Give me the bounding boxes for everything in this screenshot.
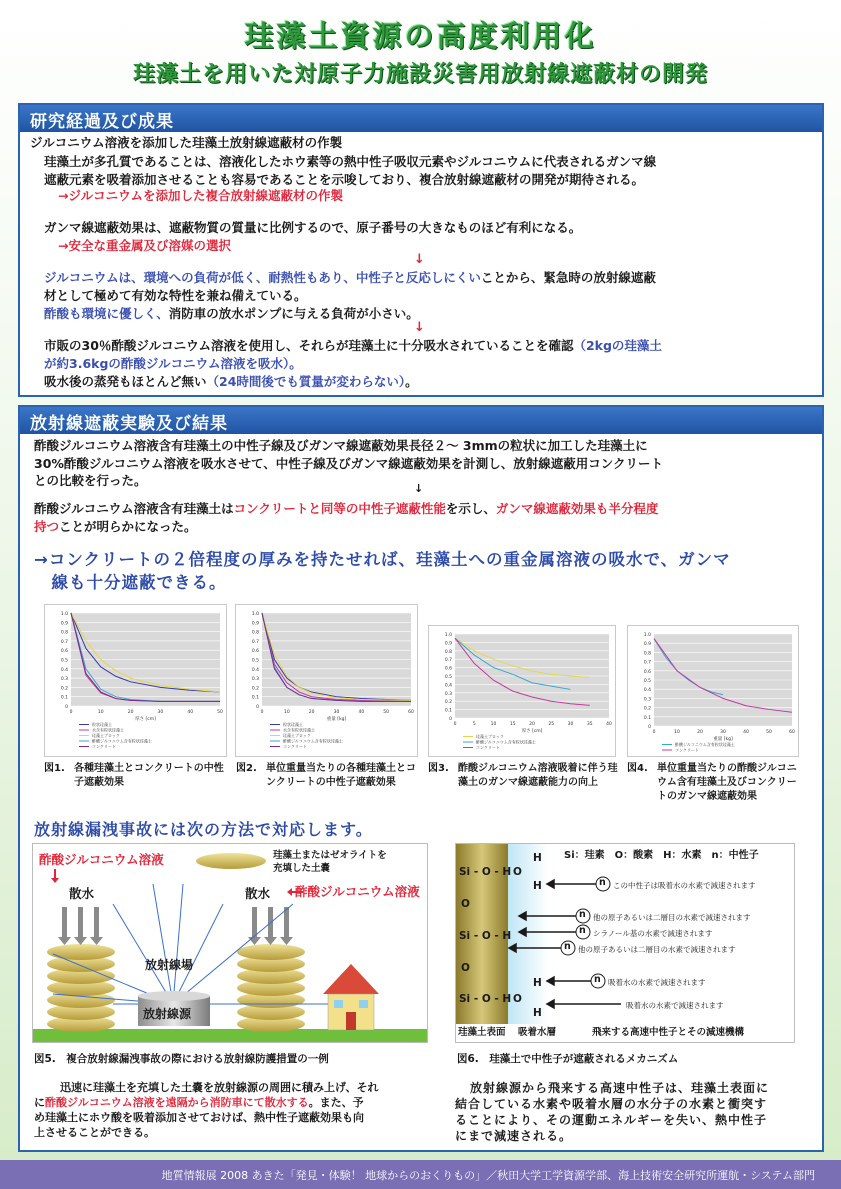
fig5-water-left: 散水: [69, 886, 95, 901]
fig5-illustration: [32, 843, 428, 1043]
y-tick-label: 0.6: [60, 649, 68, 655]
y-tick-label: 0.9: [251, 621, 259, 627]
x-tick-label: 30: [333, 710, 340, 715]
s1-line7: [44, 269, 656, 286]
house-icon: [323, 964, 379, 1030]
legend-label: 珪藻土ブロック: [476, 734, 504, 739]
sandbag-stack-left: [47, 944, 115, 1032]
chart-fig3-svg: [429, 626, 617, 758]
y-tick-label: 0.8: [60, 630, 68, 636]
si-oh-1: Si - O - H: [459, 866, 512, 878]
neutron-label-2: n: [579, 909, 586, 920]
x-tick-label: 15: [509, 722, 516, 727]
s2-line3: との比較を行った。: [34, 473, 147, 488]
y-tick-label: 0.5: [251, 658, 259, 664]
chart-fig2: [235, 604, 418, 757]
page-subtitle: 珪藻土を用いた対原子力施設災害用放射線遮蔽材の開発: [132, 62, 708, 87]
s1-line12: [44, 373, 418, 390]
fig6-label-neutron: 飛来する高速中性子とその減速機構: [592, 1027, 745, 1038]
chart-fig4-svg: [628, 626, 800, 758]
fig3-num: 図3.: [428, 763, 449, 774]
legend-label: コンクリート: [92, 744, 116, 749]
y-tick-label: 0.1: [60, 695, 68, 701]
y-tick-label: 0.7: [444, 658, 452, 664]
s2-line5a: 持つ: [34, 519, 60, 534]
s1-line3: 遮蔽元素を吸着添加させることも容易であることを示唆しており、複合放射線遮蔽材の開発が期待される。: [44, 172, 645, 187]
water-arrows-right: [248, 907, 293, 945]
x-tick-label: 30: [720, 730, 726, 735]
fig4-text: 単位重量当たりの酢酸ジルコニウム含有珪藻土及びコンクリートのガンマ線遮蔽効果: [657, 763, 797, 802]
y-tick-label: 0.3: [643, 697, 651, 703]
chart-fig3: [428, 625, 616, 757]
fig6-ann5: 吸着水の水素で減速されます: [608, 978, 706, 987]
x-tick-label: 60: [408, 710, 414, 715]
bottom-right-line3: ることにより、その運動エネルギーを失い、熱中性子: [455, 1113, 768, 1127]
bottom-right-line4: にまで減速される。: [455, 1129, 573, 1143]
neutron-label-3: n: [579, 925, 586, 936]
fig5-label-left: 酢酸ジルコニウム溶液: [39, 852, 164, 867]
fig6-ann2: 他の原子あるいは二層目の水素で減速されます: [593, 913, 751, 922]
fig5-legend-line2: 充填した土嚢: [273, 863, 331, 874]
bottom-left-line2b: 酢酸ジルコニウム溶液を遠隔から消防車にて散水する: [45, 1096, 309, 1109]
s1-line6: →安全な重金属及び溶媒の選択: [58, 238, 231, 253]
s1-line9: [44, 305, 419, 322]
legend-label: コンクリート: [283, 744, 307, 749]
s1-line8: 材として極めて有効な特性を兼ね備えている。: [44, 288, 307, 303]
x-tick-label: 20: [529, 722, 535, 727]
s2-line4d: ガンマ線遮蔽効果も半分程度: [495, 501, 659, 516]
fig1-text: 各種珪藻土とコンクリートの中性子遮蔽効果: [74, 763, 224, 788]
y-tick-label: 0.7: [643, 660, 651, 666]
y-tick-label: 0.1: [643, 715, 651, 721]
s1-arrow1: ↓: [414, 252, 425, 267]
y-tick-label: 0.1: [444, 708, 452, 714]
fig2-num: 図2.: [236, 763, 257, 774]
x-tick-label: 40: [187, 710, 194, 715]
chart-fig1: [44, 604, 227, 757]
fig6-caption: 図6. 珪藻土で中性子が遮蔽されるメカニズム: [457, 1053, 679, 1065]
legend-label: 粒状珪藻土: [283, 722, 303, 727]
fig6-label-surface: 珪藻土表面: [458, 1027, 506, 1038]
x-tick-label: 0: [69, 710, 73, 715]
s2-line1: 酢酸ジルコニウム溶液含有珪藻土の中性子線及びガンマ線遮蔽効果長径２～ 3mmの粒状に加工した珪藻土に: [34, 438, 648, 453]
y-tick-label: 0.7: [251, 639, 259, 645]
y-tick-label: 0.3: [60, 677, 68, 683]
s2-line4: [34, 500, 658, 517]
s2-arrow: ↓: [414, 482, 424, 495]
oxygen-2: O: [461, 962, 470, 974]
water-o-1: O: [513, 866, 522, 878]
x-tick-label: 30: [157, 710, 164, 715]
neutron-label-1: n: [599, 877, 606, 888]
bottom-right-line2: 結合している水素や吸着水層の水分子の水素と衝突す: [455, 1097, 768, 1111]
section-heading: 研究経過及び成果: [20, 105, 822, 132]
water-h-4: H: [533, 1007, 542, 1019]
fig6-illustration: [455, 843, 795, 1043]
x-tick-label: 35: [586, 722, 593, 727]
legend-label: 珪藻土ブロック: [283, 733, 311, 738]
y-tick-label: 0.9: [60, 621, 68, 627]
fig6-label-water: 吸着水層: [518, 1027, 557, 1038]
y-tick-label: 0.4: [643, 688, 651, 694]
y-tick-label: 0: [256, 705, 259, 710]
s1-line10: [44, 337, 662, 354]
x-tick-label: 10: [97, 710, 104, 715]
bottom-left-line2: [34, 1095, 364, 1110]
fig3-caption: [428, 762, 618, 790]
neutron-label-5: n: [594, 974, 601, 985]
y-tick-label: 0.9: [643, 642, 651, 648]
water-h-3: H: [533, 977, 542, 989]
x-tick-label: 0: [260, 710, 264, 715]
s1-line10b: （2kgの珪藻土: [573, 338, 662, 353]
x-tick-label: 60: [789, 730, 795, 735]
y-tick-label: 1.0: [60, 612, 68, 617]
fig6-ann4: 他の原子あるいは二層目の水素で減速されます: [578, 945, 736, 954]
y-tick-label: 0.7: [60, 639, 68, 645]
y-tick-label: 1.0: [251, 612, 259, 617]
x-axis-label: 重量 [kg]: [326, 717, 347, 722]
fig5-label-right: 酢酸ジルコニウム溶液: [295, 884, 420, 899]
s1-line7b: ことから、緊急時の放射線遮蔽: [480, 270, 656, 285]
x-tick-label: 40: [358, 710, 365, 715]
legend-label: 酢酸ジルコニウム含有粒状珪藻土: [476, 739, 536, 745]
legend-label: コンクリート: [675, 747, 699, 753]
legend-label: コンクリート: [476, 745, 500, 750]
bottom-left-line1: 迅速に珪藻土を充填した土嚢を放射線源の周囲に積み上げ、それ: [60, 1081, 379, 1094]
chart-fig1-svg: [45, 605, 228, 758]
x-tick-label: 10: [490, 722, 497, 727]
s2-line4b: コンクリートと同等の中性子遮蔽性能: [233, 501, 446, 516]
fig1-num: 図1.: [44, 763, 65, 774]
si-oh-2: Si - O - H: [459, 930, 512, 942]
chart-fig2-svg: [236, 605, 419, 758]
legend-label: 酢酸ジルコニウム含有粒状珪藻土: [675, 742, 735, 747]
fig3-text: 酢酸ジルコニウム溶液吸着に伴う珪藻土のガンマ線遮蔽能力の向上: [458, 763, 618, 788]
y-tick-label: 0.6: [643, 669, 651, 675]
water-o-2: O: [513, 993, 522, 1005]
y-tick-label: 0.6: [251, 649, 259, 655]
y-tick-label: 0.4: [251, 667, 259, 673]
x-tick-label: 20: [308, 710, 315, 715]
conclusion-line1: →コンクリートの２倍程度の厚みを持たせれば、珪藻土への重金属溶液の吸水で、ガンマ: [34, 550, 731, 569]
y-tick-label: 0.3: [251, 677, 259, 683]
y-tick-label: 1.0: [643, 633, 651, 638]
y-tick-label: 0: [648, 725, 651, 730]
y-tick-label: 0.5: [444, 675, 452, 680]
s1-line1: ジルコニウム溶液を添加した珪藻土放射線遮蔽材の作製: [30, 135, 343, 150]
footer: 地質情報展 2008 あきた「発見・体験！ 地球からのおくりもの」／秋田大学工学資源学部、海上技術安全研究所運航・システム部門: [0, 1160, 841, 1189]
fig6-ann3: シラノール基の水素で減速されます: [593, 929, 713, 938]
x-axis-label: 厚さ [cm]: [521, 729, 543, 734]
x-tick-label: 20: [697, 730, 703, 735]
x-tick-label: 50: [383, 710, 390, 715]
si-oh-3: Si - O - H: [459, 993, 512, 1005]
y-tick-label: 0.6: [444, 666, 452, 672]
s2-line5: [34, 518, 197, 535]
legend-label: 粒状珪藻土: [92, 722, 112, 727]
sandbag-stack-right: [237, 944, 305, 1032]
x-tick-label: 25: [548, 722, 555, 727]
y-tick-label: 0.2: [251, 686, 259, 692]
x-axis-label: 重量 [kg]: [713, 737, 733, 742]
y-tick-label: 1.0: [444, 633, 452, 638]
y-tick-label: 0: [65, 705, 68, 710]
s1-line7a: ジルコニウムは、環境への負荷が低く、耐熱性もあり、中性子と反応しにくい: [44, 270, 481, 285]
bottom-left-line2c: 。また、予: [308, 1096, 364, 1109]
fig5-field-label: 放射線場: [145, 958, 194, 972]
y-tick-label: 0.2: [60, 686, 68, 692]
x-tick-label: 40: [606, 722, 612, 727]
legend-label: 珪藻土ブロック: [92, 733, 120, 738]
y-tick-label: 0.8: [251, 630, 259, 636]
legend-label: 酢酸ジルコニウム含有粒状珪藻土: [283, 738, 343, 744]
section-heading-2: 放射線遮蔽実験及び結果: [20, 407, 822, 434]
bottom-left-line3: め珪藻土にホウ酸を吸着添加させておけば、熱中性子遮蔽効果も向: [34, 1111, 364, 1124]
y-tick-label: 0.4: [444, 683, 452, 689]
y-tick-label: 0.8: [643, 651, 651, 657]
response-heading: 放射線漏洩事故には次の方法で対応します。: [34, 820, 373, 839]
x-tick-label: 5: [472, 722, 476, 727]
s2-line5b: ことが明らかになった。: [59, 519, 197, 534]
s1-line5: ガンマ線遮蔽効果は、遮蔽物質の質量に比例するので、原子番号の大きなものほど有利になる。: [44, 220, 582, 235]
fig5-legend-line1: 珪藻土またはゼオライトを: [273, 850, 387, 861]
water-arrows-left: [58, 907, 103, 945]
x-tick-label: 10: [283, 710, 290, 715]
s1-line12c: 。: [405, 374, 418, 389]
fig2-caption: [236, 762, 421, 790]
s1-line9a: 酢酸も環境に優しく、: [44, 306, 169, 321]
y-tick-label: 0: [449, 717, 452, 722]
fig6-legend: Si：珪素 O：酸素 H：水素 n：中性子: [564, 850, 759, 861]
fig4-caption: [627, 762, 802, 804]
fig6-ann6: 吸着水の水素で減速されます: [626, 1001, 724, 1010]
legend-label: 水含有粒状珪藻土: [283, 727, 315, 733]
s2-line4a: 酢酸ジルコニウム溶液含有珪藻土は: [34, 501, 234, 516]
fig5-source-label: 放射線源: [143, 1007, 192, 1021]
s1-line4: →ジルコニウムを添加した複合放射線遮蔽材の作製: [58, 188, 344, 203]
legend-sandbag-icon: [196, 853, 266, 869]
s1-line12a: 吸水後の蒸発もほとんど無い: [44, 374, 207, 389]
water-h-2: H: [533, 880, 542, 892]
y-tick-label: 0.2: [643, 706, 651, 712]
y-tick-label: 0.1: [251, 695, 259, 701]
bottom-left-line2a: に: [34, 1096, 45, 1109]
fig6-ann1: この中性子は吸着水の水素で減速されます: [613, 881, 756, 890]
x-tick-label: 0: [652, 730, 656, 735]
x-axis-label: 厚さ [cm]: [135, 717, 156, 722]
y-tick-label: 0.5: [60, 658, 68, 664]
fig5-water-right: 散水: [245, 886, 271, 901]
y-tick-label: 0.9: [444, 641, 452, 647]
s1-line12b: （24時間後でも質量が変わらない）: [206, 374, 406, 389]
fig5-svg: [33, 844, 427, 1042]
s1-line9b: 消防車の放水ポンプに与える負荷が小さい。: [168, 306, 419, 321]
s2-line4c: を示し、: [445, 501, 496, 516]
neutron-label-4: n: [564, 941, 571, 952]
x-tick-label: 40: [743, 730, 749, 735]
s2-line2: 30%酢酸ジルコニウム溶液を吸水させて、中性子線及びガンマ線遮蔽効果を計測し、放射線遮蔽用コンクリート: [34, 456, 663, 471]
x-tick-label: 10: [674, 730, 680, 735]
x-tick-label: 30: [567, 722, 574, 727]
s1-arrow2: ↓: [414, 320, 425, 335]
s1-line2: 珪藻土が多孔質であることは、溶液化したホウ素等の熱中性子吸収元素やジルコニウムに代表されるガンマ線: [44, 154, 657, 169]
x-tick-label: 50: [217, 710, 223, 715]
x-tick-label: 0: [453, 722, 457, 727]
s1-line11: が約3.6kgの酢酸ジルコニウム溶液を吸水）。: [44, 356, 302, 371]
y-tick-label: 0.2: [444, 700, 452, 706]
y-tick-label: 0.3: [444, 691, 452, 697]
oxygen-1: O: [461, 898, 470, 910]
x-tick-label: 20: [127, 710, 134, 715]
bottom-left-line4: 上させることができる。: [34, 1126, 155, 1139]
y-tick-label: 0.8: [444, 649, 452, 655]
x-tick-label: 50: [766, 730, 772, 735]
bottom-right-line1: 放射線源から飛来する高速中性子は、珪藻土表面に: [470, 1081, 770, 1095]
legend-label: 水含有粒状珪藻土: [92, 727, 124, 733]
s1-line10a: 市販の30％酢酸ジルコニウム溶液を使用し、それらが珪藻土に十分吸水されていることを確認: [44, 338, 574, 353]
fig5-caption: 図5. 複合放射線漏洩事故の際における放射線防護措置の一例: [34, 1053, 329, 1065]
y-tick-label: 0.4: [60, 667, 68, 673]
water-h-1: H: [533, 852, 542, 864]
fig1-caption: [44, 762, 229, 790]
y-tick-label: 0.5: [643, 679, 651, 684]
fig2-text: 単位重量当たりの各種珪藻土とコンクリートの中性子遮蔽効果: [266, 763, 416, 788]
legend-label: 酢酸ジルコニウム含有粒状珪藻土: [92, 738, 152, 744]
chart-fig4: [627, 625, 799, 757]
conclusion-line2: 線も十分遮蔽できる。: [34, 573, 227, 592]
page-title: 珪藻土資源の高度利用化: [244, 19, 597, 53]
fig4-num: 図4.: [627, 763, 648, 774]
